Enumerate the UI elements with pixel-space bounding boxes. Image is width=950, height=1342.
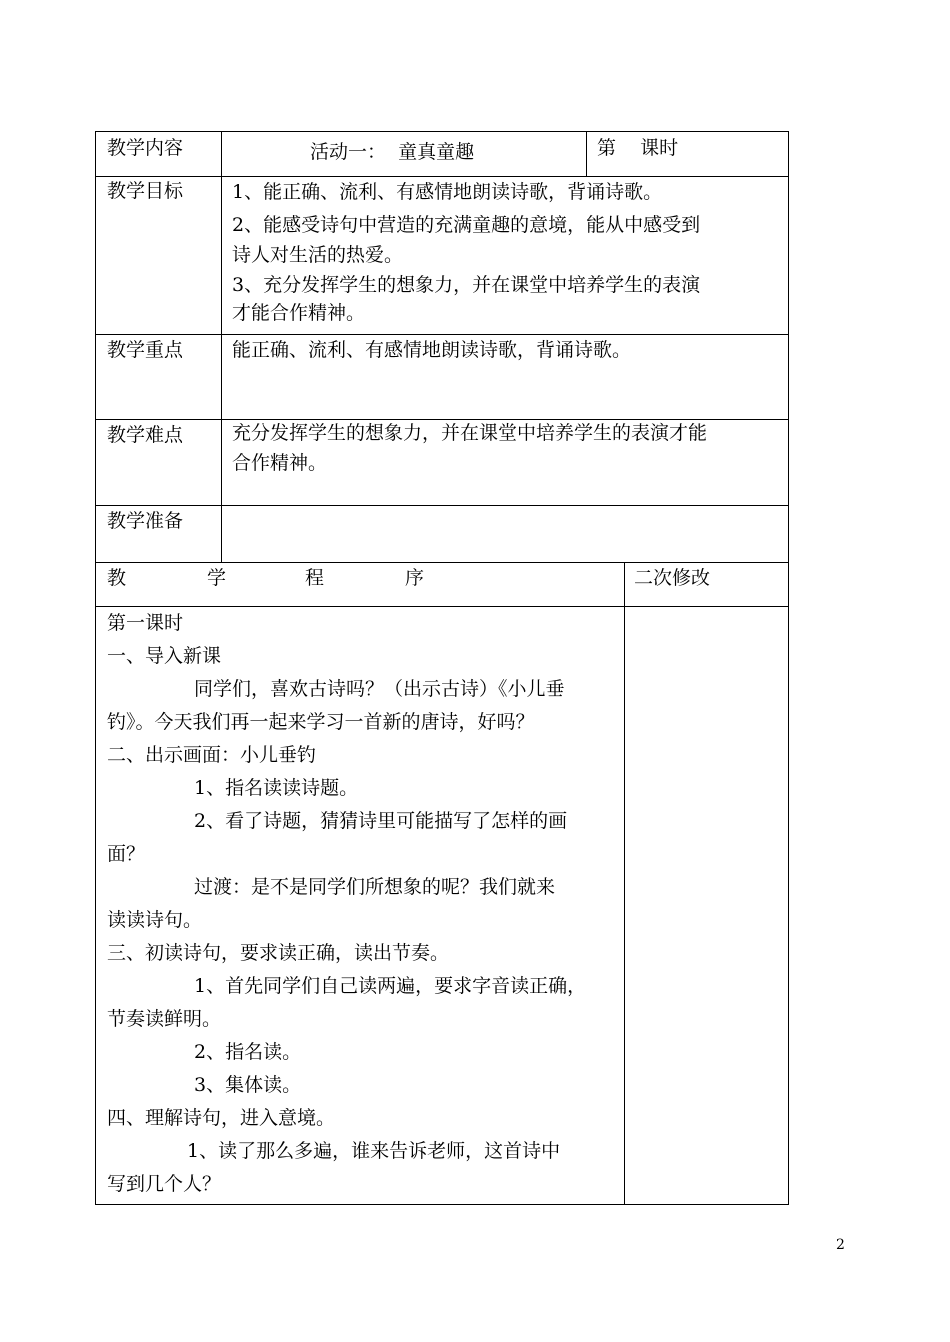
page-number: 2 <box>836 1237 845 1253</box>
objectives-text <box>232 176 700 330</box>
revision-label: 二次修改 <box>634 567 711 589</box>
procedure-line: 1、首先同学们自己读两遍，要求字音读正确， <box>194 975 587 997</box>
procedure-line: 三、初读诗句，要求读正确，读出节奏。 <box>107 942 450 964</box>
key-points-text: 能正确、流利、有感情地朗读诗歌，背诵诗歌。 <box>232 339 632 361</box>
objectives-label: 教学目标 <box>107 180 184 202</box>
preparation-label: 教学准备 <box>107 510 184 532</box>
procedure-header-cell <box>95 562 625 607</box>
period-label: 第 课时 <box>597 137 679 159</box>
difficulty-line: 充分发挥学生的想象力，并在课堂中培养学生的表演才能 <box>232 422 708 444</box>
procedure-header-char: 程 <box>305 567 325 589</box>
procedure-line: 过渡：是不是同学们所想象的呢？我们就来 <box>194 876 556 898</box>
objective-line: 2、能感受诗句中营造的充满童趣的意境，能从中感受到 <box>232 214 701 236</box>
key-points-label: 教学重点 <box>107 339 184 361</box>
procedure-line: 面？ <box>107 843 146 865</box>
procedure-line: 四、理解诗句，进入意境。 <box>107 1107 336 1129</box>
procedure-line: 写到几个人？ <box>107 1173 222 1195</box>
procedure-line: 2、看了诗题，猜猜诗里可能描写了怎样的画 <box>194 810 568 832</box>
difficulties-text <box>232 418 707 478</box>
procedure-line: 第一课时 <box>107 612 184 634</box>
revision-body-cell <box>624 606 789 1205</box>
procedure-line: 1、读了那么多遍，谁来告诉老师，这首诗中 <box>187 1140 561 1162</box>
procedure-line: 3、集体读。 <box>194 1074 302 1096</box>
objective-line: 1、能正确、流利、有感情地朗读诗歌，背诵诗歌。 <box>232 181 663 203</box>
content-label: 教学内容 <box>107 137 184 159</box>
objective-line: 3、充分发挥学生的想象力，并在课堂中培养学生的表演 <box>232 274 701 296</box>
difficulties-label: 教学难点 <box>107 424 184 446</box>
procedure-header-char: 序 <box>405 567 425 589</box>
procedure-header-char: 教 <box>107 567 127 589</box>
procedure-line: 一、导入新课 <box>107 645 222 667</box>
procedure-header-char: 学 <box>207 567 227 589</box>
procedure-line: 读读诗句。 <box>107 909 203 931</box>
procedure-line: 节奏读鲜明。 <box>107 1008 222 1030</box>
activity-title: 活动一： 童真童趣 <box>310 141 475 163</box>
procedure-line: 1、指名读读诗题。 <box>194 777 359 799</box>
procedure-line: 二、出示画面：小儿垂钓 <box>107 744 317 766</box>
procedure-line: 同学们，喜欢古诗吗？（出示古诗）《小儿垂 <box>194 678 565 700</box>
objective-line: 诗人对生活的热爱。 <box>232 244 404 266</box>
procedure-text <box>107 607 586 1201</box>
difficulty-line: 合作精神。 <box>232 452 328 474</box>
objective-line: 才能合作精神。 <box>232 302 366 324</box>
preparation-value-cell <box>221 505 789 563</box>
procedure-line: 2、指名读。 <box>194 1041 302 1063</box>
procedure-line: 钓》。今天我们再一起来学习一首新的唐诗，好吗？ <box>107 711 535 733</box>
